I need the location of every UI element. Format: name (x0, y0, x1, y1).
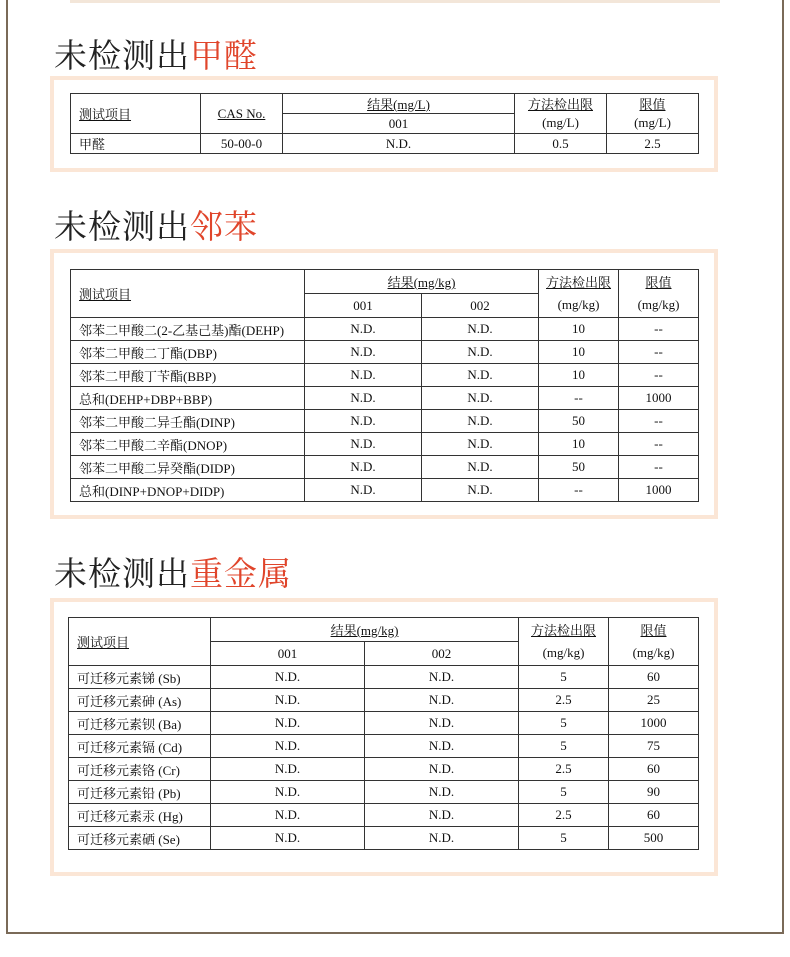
cell-limit: 500 (609, 827, 699, 850)
cell-item: 可迁移元素汞 (Hg) (69, 804, 211, 827)
header-sample-2: 002 (365, 642, 519, 666)
section-title-phthalates (54, 201, 258, 248)
cell-result-2: N.D. (422, 387, 539, 410)
cell-limit: -- (619, 456, 699, 479)
cell-result-1: N.D. (211, 758, 365, 781)
cell-result-1: N.D. (305, 364, 422, 387)
table-row (69, 827, 699, 850)
table-row (69, 758, 699, 781)
cell-mdl: 0.5 (515, 134, 607, 154)
cell-result-2: N.D. (365, 804, 519, 827)
cell-mdl: 5 (519, 827, 609, 850)
cell-item: 可迁移元素钡 (Ba) (69, 712, 211, 735)
header-item: 测试项目 (69, 618, 211, 666)
table-row (69, 781, 699, 804)
cell-result-1: N.D. (305, 479, 422, 502)
cell-limit: 25 (609, 689, 699, 712)
cell-result-1: N.D. (211, 781, 365, 804)
cell-limit: -- (619, 364, 699, 387)
phthalates-table (70, 269, 699, 502)
header-limit-unit: (mg/kg) (609, 642, 699, 666)
cell-result-2: N.D. (365, 712, 519, 735)
header-cas: CAS No. (201, 94, 283, 134)
header-limit-unit: (mg/L) (607, 114, 699, 134)
header-mdl-unit: (mg/kg) (539, 294, 619, 318)
cell-limit: 60 (609, 804, 699, 827)
cell-item: 甲醛 (71, 134, 201, 154)
cell-item: 可迁移元素锑 (Sb) (69, 666, 211, 689)
header-mdl-unit: (mg/L) (515, 114, 607, 134)
cell-result-1: N.D. (305, 387, 422, 410)
cell-limit: 1000 (619, 387, 699, 410)
cell-result-2: N.D. (365, 666, 519, 689)
cell-result-1: N.D. (211, 804, 365, 827)
cell-mdl: 2.5 (519, 758, 609, 781)
section-title-prefix: 未检测出 (54, 554, 190, 593)
header-limit-unit: (mg/kg) (619, 294, 699, 318)
cell-item: 邻苯二甲酸二辛酯(DNOP) (71, 433, 305, 456)
cell-item: 总和(DEHP+DBP+BBP) (71, 387, 305, 410)
cell-item: 可迁移元素铬 (Cr) (69, 758, 211, 781)
cell-item: 邻苯二甲酸二异癸酯(DIDP) (71, 456, 305, 479)
cell-result-1: N.D. (305, 318, 422, 341)
cell-limit: 60 (609, 758, 699, 781)
header-mdl: 方法检出限 (515, 94, 607, 114)
cell-mdl: 5 (519, 735, 609, 758)
cell-result-1: N.D. (305, 433, 422, 456)
header-item: 测试项目 (71, 270, 305, 318)
section-title-accent: 邻苯 (190, 207, 258, 246)
cell-limit: -- (619, 318, 699, 341)
header-sample-1: 001 (211, 642, 365, 666)
header-result: 结果(mg/kg) (305, 270, 539, 294)
cell-result-2: N.D. (422, 364, 539, 387)
section-title-prefix: 未检测出 (54, 36, 190, 75)
cell-item: 可迁移元素镉 (Cd) (69, 735, 211, 758)
cell-result-2: N.D. (365, 827, 519, 850)
header-limit: 限值 (609, 618, 699, 642)
header-limit: 限值 (619, 270, 699, 294)
cell-mdl: 5 (519, 781, 609, 804)
table-row (71, 433, 699, 456)
cell-limit: -- (619, 433, 699, 456)
cell-item: 可迁移元素铅 (Pb) (69, 781, 211, 804)
cell-result-1: N.D. (305, 410, 422, 433)
cell-mdl: -- (539, 387, 619, 410)
cell-item: 可迁移元素硒 (Se) (69, 827, 211, 850)
cell-result-2: N.D. (422, 433, 539, 456)
section-title-heavy-metals (54, 548, 292, 595)
cell-limit: 2.5 (607, 134, 699, 154)
cell-item: 邻苯二甲酸二丁酯(DBP) (71, 341, 305, 364)
header-sample: 001 (283, 114, 515, 134)
table-row (69, 712, 699, 735)
formaldehyde-table (70, 93, 699, 154)
header-limit: 限值 (607, 94, 699, 114)
cell-cas: 50-00-0 (201, 134, 283, 154)
table-row (69, 804, 699, 827)
section-title-prefix: 未检测出 (54, 207, 190, 246)
section-title-accent: 重金属 (190, 554, 292, 593)
cell-mdl: -- (539, 479, 619, 502)
header-mdl: 方法检出限 (539, 270, 619, 294)
table-row (69, 689, 699, 712)
cell-mdl: 10 (539, 433, 619, 456)
cell-result-1: N.D. (211, 689, 365, 712)
table-row (71, 410, 699, 433)
cell-mdl: 5 (519, 666, 609, 689)
table-row (69, 735, 699, 758)
heavy-metals-table (68, 617, 699, 850)
table-header-row (71, 94, 699, 114)
cell-item: 邻苯二甲酸二(2-乙基己基)酯(DEHP) (71, 318, 305, 341)
cell-result-1: N.D. (305, 456, 422, 479)
cell-limit: -- (619, 410, 699, 433)
cell-result-1: N.D. (211, 735, 365, 758)
cell-result-2: N.D. (365, 781, 519, 804)
cell-limit: 90 (609, 781, 699, 804)
cell-mdl: 10 (539, 318, 619, 341)
cell-limit: 75 (609, 735, 699, 758)
table-row (71, 134, 699, 154)
header-sample-2: 002 (422, 294, 539, 318)
cell-item: 邻苯二甲酸二异壬酯(DINP) (71, 410, 305, 433)
cell-result-2: N.D. (422, 456, 539, 479)
top-divider (70, 0, 720, 3)
header-result: 结果(mg/L) (283, 94, 515, 114)
cell-item: 总和(DINP+DNOP+DIDP) (71, 479, 305, 502)
cell-result-1: N.D. (305, 341, 422, 364)
cell-mdl: 2.5 (519, 689, 609, 712)
section-title-formaldehyde (54, 30, 258, 77)
cell-limit: 1000 (619, 479, 699, 502)
cell-result-2: N.D. (422, 479, 539, 502)
cell-result-2: N.D. (422, 410, 539, 433)
table-row (71, 341, 699, 364)
cell-result-2: N.D. (365, 689, 519, 712)
cell-result-1: N.D. (211, 827, 365, 850)
cell-mdl: 50 (539, 410, 619, 433)
section-title-accent: 甲醛 (190, 36, 258, 75)
cell-mdl: 10 (539, 364, 619, 387)
cell-result-2: N.D. (365, 758, 519, 781)
table-row (71, 456, 699, 479)
header-mdl-unit: (mg/kg) (519, 642, 609, 666)
table-header-row (71, 270, 699, 294)
table-row (71, 479, 699, 502)
table-row (69, 666, 699, 689)
cell-mdl: 10 (539, 341, 619, 364)
cell-item: 可迁移元素砷 (As) (69, 689, 211, 712)
cell-limit: 1000 (609, 712, 699, 735)
header-item: 测试项目 (71, 94, 201, 134)
cell-mdl: 5 (519, 712, 609, 735)
table-row (71, 318, 699, 341)
cell-mdl: 50 (539, 456, 619, 479)
cell-item: 邻苯二甲酸丁苄酯(BBP) (71, 364, 305, 387)
cell-limit: -- (619, 341, 699, 364)
header-result: 结果(mg/kg) (211, 618, 519, 642)
table-header-row (69, 618, 699, 642)
table-row (71, 387, 699, 410)
cell-result-2: N.D. (365, 735, 519, 758)
cell-result-2: N.D. (422, 341, 539, 364)
cell-result: N.D. (283, 134, 515, 154)
table-row (71, 364, 699, 387)
cell-result-2: N.D. (422, 318, 539, 341)
cell-result-1: N.D. (211, 712, 365, 735)
header-mdl: 方法检出限 (519, 618, 609, 642)
cell-limit: 60 (609, 666, 699, 689)
header-sample-1: 001 (305, 294, 422, 318)
cell-result-1: N.D. (211, 666, 365, 689)
cell-mdl: 2.5 (519, 804, 609, 827)
